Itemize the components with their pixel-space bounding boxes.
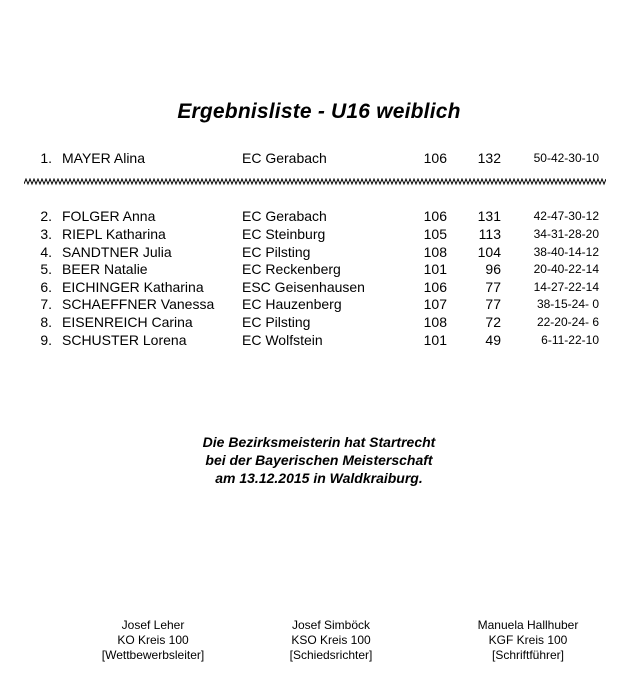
rank: 1. <box>40 150 52 166</box>
rank: 3. <box>40 226 52 242</box>
signatory-name: Josef Leher <box>121 618 185 632</box>
signatory-title: [Wettbewerbsleiter] <box>101 648 205 662</box>
player-name: FOLGER Anna <box>62 208 156 224</box>
signatory-role: KGF Kreis 100 <box>488 633 568 647</box>
rank: 7. <box>40 296 52 312</box>
result-row <box>0 260 638 278</box>
club-name: EC Pilsting <box>242 244 311 260</box>
result-row <box>0 295 638 313</box>
series-scores: 22-20-24- 6 <box>536 315 599 329</box>
series-scores: 34-31-28-20 <box>533 227 599 241</box>
player-name: SCHUSTER Lorena <box>62 332 187 348</box>
notice-line: am 13.12.2015 in Waldkraiburg. <box>215 470 423 486</box>
score-b: 113 <box>478 226 501 242</box>
rank: 2. <box>40 208 52 224</box>
score-a: 106 <box>423 279 447 295</box>
series-scores: 14-27-22-14 <box>533 280 599 294</box>
result-row <box>0 207 638 225</box>
score-b: 77 <box>485 279 501 295</box>
rank: 9. <box>40 332 52 348</box>
club-name: EC Hauzenberg <box>242 296 342 312</box>
page-title: Ergebnisliste - U16 weiblich <box>177 100 461 123</box>
rank: 5. <box>40 261 52 277</box>
result-row <box>0 243 638 261</box>
signature-block-competition-lead <box>58 618 248 663</box>
result-row <box>0 225 638 243</box>
score-a: 101 <box>423 261 447 277</box>
score-b: 131 <box>477 208 501 224</box>
club-name: EC Pilsting <box>242 314 311 330</box>
player-name: EISENREICH Carina <box>62 314 193 330</box>
club-name: EC Gerabach <box>242 150 327 166</box>
score-a: 106 <box>423 208 447 224</box>
rank: 6. <box>40 279 52 295</box>
club-name: ESC Geisenhausen <box>242 279 365 295</box>
signatory-title: [Schriftführer] <box>491 648 565 662</box>
series-scores: 38-15-24- 0 <box>536 297 599 311</box>
result-row <box>0 331 638 349</box>
score-a: 108 <box>423 244 447 260</box>
score-b: 96 <box>485 261 501 277</box>
result-row <box>0 313 638 331</box>
score-b: 77 <box>485 296 501 312</box>
score-a: 105 <box>423 226 447 242</box>
series-scores: 20-40-22-14 <box>533 262 599 276</box>
winner-row <box>0 149 638 167</box>
rank: 4. <box>40 244 52 260</box>
score-a: 107 <box>423 296 447 312</box>
score-b: 49 <box>485 332 501 348</box>
player-name: MAYER Alina <box>62 150 145 166</box>
series-scores: 42-47-30-12 <box>533 209 599 223</box>
signatory-role: KSO Kreis 100 <box>291 633 371 647</box>
score-a: 108 <box>423 314 447 330</box>
signatory-role: KO Kreis 100 <box>117 633 189 647</box>
signatory-title: [Schiedsrichter] <box>289 648 373 662</box>
series-scores: 6-11-22-10 <box>541 333 599 347</box>
result-row <box>0 278 638 296</box>
signature-block-secretary <box>433 618 623 663</box>
signature-block-referee <box>236 618 426 663</box>
signatory-name: Manuela Hallhuber <box>477 618 579 632</box>
score-b: 132 <box>477 150 501 166</box>
series-scores: 38-40-14-12 <box>533 245 599 259</box>
series-scores: 50-42-30-10 <box>533 151 599 165</box>
club-name: EC Wolfstein <box>242 332 323 348</box>
notice-line: Die Bezirksmeisterin hat Startrecht <box>202 434 436 450</box>
club-name: EC Reckenberg <box>242 261 341 277</box>
score-a: 101 <box>423 332 447 348</box>
score-b: 104 <box>477 244 501 260</box>
club-name: EC Steinburg <box>242 226 326 242</box>
player-name: BEER Natalie <box>62 261 148 277</box>
separator-line <box>24 178 606 186</box>
club-name: EC Gerabach <box>242 208 327 224</box>
signatory-name: Josef Simböck <box>291 618 371 632</box>
player-name: RIEPL Katharina <box>62 226 166 242</box>
score-a: 106 <box>423 150 447 166</box>
qualification-notice <box>0 433 638 487</box>
player-name: EICHINGER Katharina <box>62 279 204 295</box>
notice-line: bei der Bayerischen Meisterschaft <box>205 452 433 468</box>
rank: 8. <box>40 314 52 330</box>
player-name: SANDTNER Julia <box>62 244 172 260</box>
player-name: SCHAEFFNER Vanessa <box>62 296 215 312</box>
score-b: 72 <box>485 314 501 330</box>
